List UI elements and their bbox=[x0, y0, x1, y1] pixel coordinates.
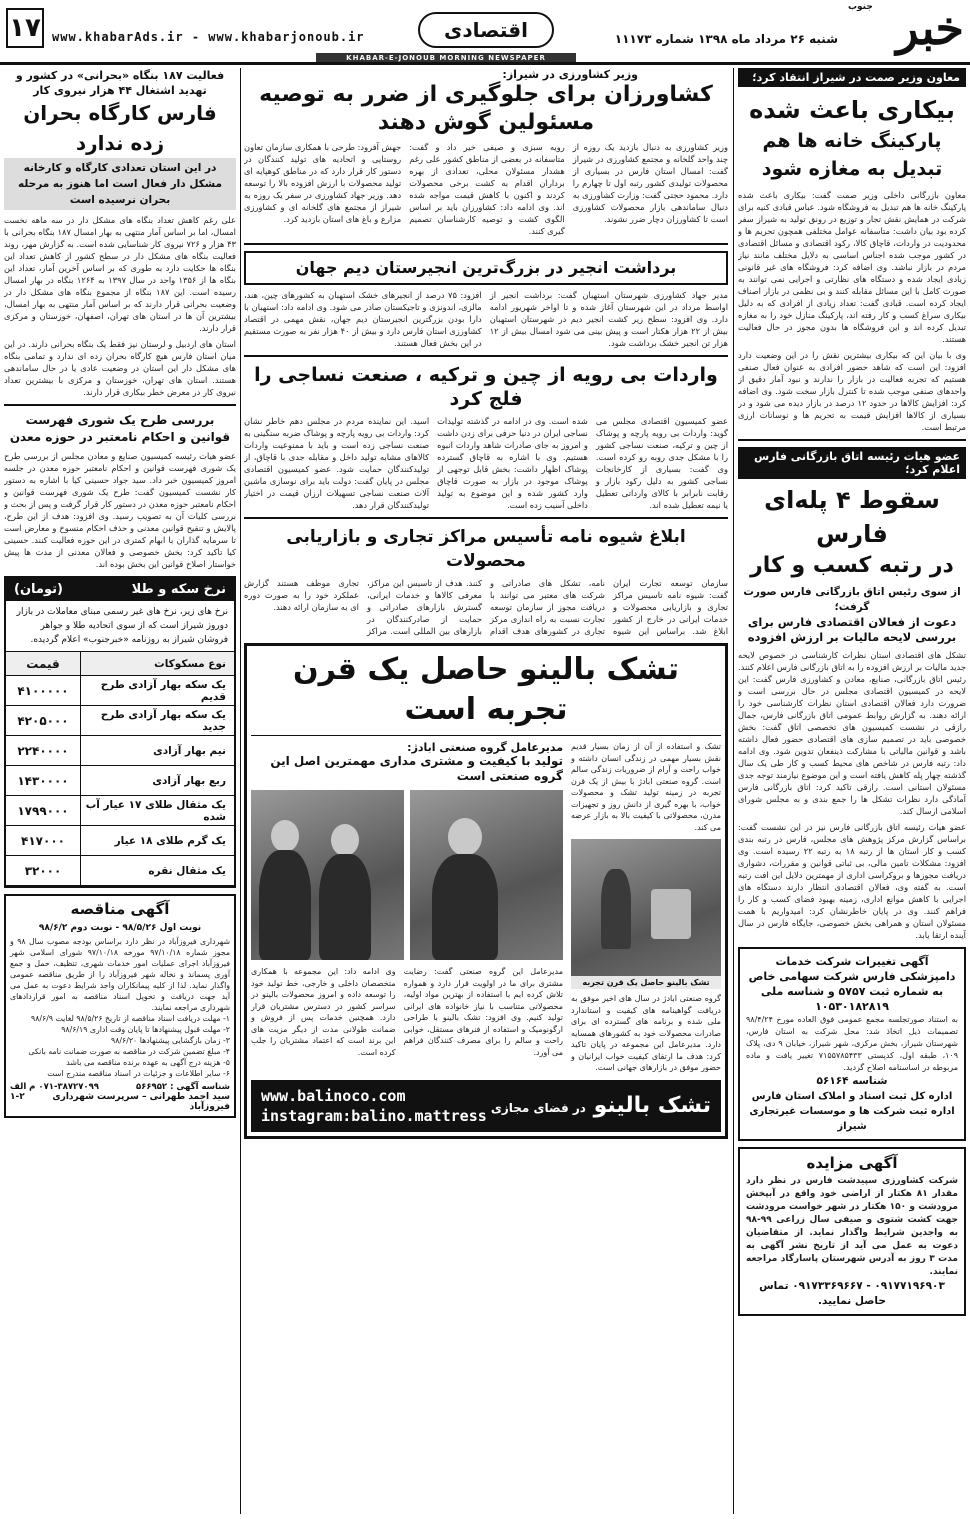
balino-advertorial bbox=[244, 643, 728, 1139]
divider bbox=[244, 243, 728, 245]
logo-subtext: جنوب bbox=[848, 2, 873, 12]
price-row bbox=[6, 736, 234, 766]
ad-brand bbox=[491, 1093, 711, 1118]
article-body: تشکل های اقتصادی استان نظرات کارشناسی در خصوص لایحه جدید مالیات بر ارزش افزوده را به اتاق بازرگانی فارس اعلام کنند. رئیس اتاق بازرگانی، صنایع، معادن و کشاورزی فارس گفت: این لایحه در کمیسیون اقتصادی مجلس در حال بررسی است و ضرورت دارد فعالان اقتصادی استان نظرات کارشناسی خود را ارائه دهند. به گزارش روابط عمومی اتاق بازرگانی فارس، جمال رازقی در نشست کمیسیون های تخصصی اتاق گفت: بخش خصوصی باید در تصمیم سازی های اقتصادی حضور فعال داشته باشد و قوانین مالیاتی با مشارکت ذینفعان تدوین شود. وی ادامه داد: رتبه فارس در شاخص های محیط کسب و کار طی یک سال گذشته چهار پله کاهش یافته است و این موضوع نیازمند توجه جدی مسئولان استانی است. رازقی تاکید کرد: اتاق بازرگانی فارس آمادگی دارد نظرات تشکل ها را جمع بندی و به مجلس شورای اسلامی ارسال کند. bbox=[738, 650, 966, 816]
ad-number: ۱-۲ bbox=[10, 1092, 25, 1102]
article-body: سازمان توسعه تجارت ایران گفت: شیوه نامه تاسیس مراکز تجاری و بازاریابی محصولات و خدمات ایرانی در خارج از کشور ابلاغ شد. براساس این شیوه نامه، تشکل های صادراتی و شرکت های معتبر می توانند با دریافت مجوز از سازمان توسعه تجارت نسبت به راه اندازی مرکز تجاری در کشورهای هدف اقدام کنند. هدف از تاسیس این مراکز، معرفی کالاها و خدمات ایرانی، گسترش بازارهای صادراتی و حمایت از صادرکنندگان در بازارهای بین المللی است. مراکز تجاری موظف هستند گزارش عملکرد خود را به صورت دوره ای به سازمان ارائه دهند. bbox=[244, 578, 728, 636]
gold-price-table bbox=[4, 576, 236, 888]
ad-subheadline: تولید با کیفیت و مشتری مداری مهمترین اصل این گروه صنعتی است bbox=[270, 754, 563, 783]
coin-name: یک سکه بهار آزادی طرح قدیم bbox=[80, 676, 234, 705]
article-headline[interactable]: برداشت انجیر در بزرگ‌ترین انجیرستان دیم جهان bbox=[244, 251, 728, 285]
middle-column bbox=[244, 68, 728, 1514]
ad-text-column bbox=[571, 741, 721, 1074]
brand-name: تشک بالینو bbox=[593, 1093, 711, 1118]
factory-photo bbox=[571, 839, 721, 989]
coin-price: ۲۲۴۰۰۰۰ bbox=[17, 743, 69, 758]
ad-dates: نوبت اول ۹۸/۵/۲۶ - نوبت دوم ۹۸/۶/۲ bbox=[38, 923, 202, 933]
ad-headline[interactable]: تشک بالینو حاصل یک قرن تجربه است bbox=[293, 652, 679, 727]
price-row bbox=[6, 856, 234, 886]
tender-item: ۴- مبلغ تضمین شرکت در مناقصه به صورت ضمانت نامه بانکی bbox=[28, 1047, 230, 1056]
english-strip: KHABAR-E-JONOUB MORNING NEWSPAPER bbox=[316, 53, 576, 63]
article-headline[interactable]: سقوط ۴ پله‌ای فارس bbox=[764, 486, 940, 548]
ad-body: تشک و استفاده از آن از زمان بسیار قدیم نقش بسیار مهمی در زندگی انسان داشته و خواب راحت و آرام از ضروریات زندگی سالم است. گروه صنعتی ابادژ با بیش از یک قرن تجربه در زمینه تولید تشک و محصولات خواب، با بهره گیری از دانش روز و تجهیزات مدرن، محصولاتی با کیفیت بالا به بازار عرضه می کند. bbox=[571, 742, 721, 832]
ad-title: آگهی مزایده bbox=[806, 1154, 898, 1172]
column-header-name: نوع مسکوکات bbox=[80, 652, 234, 675]
ad-title: آگهی مناقصه bbox=[70, 900, 170, 918]
ad-body: مدیرعامل این گروه صنعتی گفت: رضایت مشتری برای ما در اولویت قرار دارد و همواره تلاش کرده ایم با استفاده از بهترین مواد اولیه، محصولاتی متناسب با نیاز خانواده های ایرانی تولید کنیم. وی افزود: تشک بالینو با طراحی ارگونومیک و استفاده از فنرهای مستقل، خوابی راحت و سالم را برای مصرف کنندگان فراهم می آورد. bbox=[403, 967, 563, 1057]
price-table-header bbox=[6, 578, 234, 601]
coin-price: ۴۱۷۰۰۰ bbox=[21, 833, 65, 848]
photo-caption: تشک بالینو حاصل یک قرن تجربه bbox=[571, 976, 721, 989]
article-subhead: دعوت از فعالان اقتصادی فارس برای بررسی لایحه مالیات بر ارزش افزوده bbox=[747, 615, 957, 644]
article-body: وی با بیان این که بیکاری بیشترین نقش را در این وضعیت دارد افزود: این است که شاهد حضور افرادی به عنوان فعال صنفی هستیم که تجربه فعالیت در بازار را ندارند و نبود آمار دقیق از واحدهای صنفی موجب شده تا کنترل بازار سخت شود. وی اضافه کرد: افزایش کالاها در حدود ۱۲ درصد در بازار دیده می شود و در بسیاری از کالاها افزایش قیمت به تحریم ها و نوسانات ارزی مرتبط است. bbox=[738, 350, 966, 432]
divider bbox=[738, 439, 966, 441]
article-headline[interactable]: بررسی طرح یک شوری فهرست قوانین و احکام نامعتبر در حوزه معدن bbox=[9, 413, 231, 444]
article-body: عضو هیات رئیسه کمیسیون صنایع و معادن مجلس از بررسی طرح یک شوری فهرست قوانین و احکام نامعتبر حوزه معدن در جلسه امروز کمیسیون خبر داد. سید جواد حسینی کیا با اشاره به دستور کار نشست کمیسیون گفت: طرح یک شوری فهرست قوانین و احکام نامعتبر حوزه معدن در دستور کار قرار گرفت و پس از بحث و بررسی کلیات آن به تصویب رسید. وی افزود: هدف از این طرح، پالایش و تنقیح قوانین معدنی و حذف احکام منسوخ و معارض است تا سرمایه گذاران با ابهام کمتری در این حوزه فعالیت کنند. حسینی کیا تاکید کرد: بخش خصوصی و فعالان معدنی از مدت ها پیش خواستار اصلاح قوانین این بخش بوده اند. bbox=[4, 451, 236, 569]
ad-photos bbox=[251, 790, 563, 960]
top-rule bbox=[0, 62, 970, 65]
price-row bbox=[6, 826, 234, 856]
right-column bbox=[738, 68, 966, 1514]
ad-signature: سید احمد طهرانی – سرپرست شهرداری فیروزآباد bbox=[52, 1092, 230, 1112]
divider bbox=[244, 355, 728, 357]
article-headline[interactable]: کشاورزان برای جلوگیری از ضرر به توصیه مسئولین گوش دهند bbox=[259, 82, 713, 135]
auction-ad bbox=[738, 1147, 966, 1316]
ad-phone: ۰۷۱-۳۸۷۲۷۰۹۹ م الف bbox=[10, 1082, 99, 1092]
ad-body: شهرداری فیروزآباد در نظر دارد براساس بودجه مصوب سال ۹۸ و مجوز شماره ۹۷/۱۰/۱۸ مورخه ۹۷/۱۰/۱۸ شورای اسلامی شهر فیروزآباد اجرای عملیات امور خدمات شهری، تنظیف، حمل و جمع آوری پسماند و نخاله شهر فیروزآباد را از طریق مناقصه عمومی واگذار نماید. لذا از کلیه پیمانکاران واجد شرایط دعوت به عمل می آید جهت دریافت و تحویل اسناد مناقصه به امور قراردادهای شهرداری مراجعه نمایند. bbox=[10, 937, 230, 1012]
article-columns bbox=[244, 289, 728, 349]
ad-body: وی ادامه داد: این مجموعه با همکاری متخصصان داخلی و خارجی، خط تولید خود را توسعه داده و امروز محصولات بالینو در سراسر کشور در دسترس مشتریان قرار دارد. همچنین خدمات پس از فروش و ضمانت طولانی مدت از دیگر مزیت های این برند است که اعتماد مشتریان را جلب کرده است. bbox=[251, 967, 396, 1057]
article-kicker: عضو هیات رئیسه اتاق بازرگانی فارس اعلام کرد؛ bbox=[738, 447, 966, 479]
article-kicker: وزیر کشاورزی در شیراز: bbox=[502, 68, 638, 81]
ad-title: آگهی تغییرات شرکت خدمات دامپزشکی فارس شرکت سهامی خاص به شماره ثبت ۵۷۵۷ و شناسه ملی ۱۰۵۳۰۱۸۲۸۱۹ bbox=[748, 955, 956, 1013]
article-body: اسید. این نماینده مردم در مجلس دهم خاطر نشان کرد: واردات بی رویه پارچه و پوشاک ضربه سنگینی به صنعت نساجی زده است و باید با ممنوعیت واردات کالاهای مشابه تولید داخل و مقابله جدی با قاچاق، از تولیدکنندگان حمایت شود. عضو کمیسیون اقتصادی مجلس در پایان گفت: دولت باید برای نوسازی ماشین آلات صنعت نساجی تسهیلات ارزان قیمت در اختیار تولیدکنندگان قرار دهد. bbox=[244, 416, 430, 510]
article-body: استان های اردبیل و لرستان نیز فقط یک بنگاه بحرانی دارند. در این میان استان فارس هیچ کارگاه بحران زده ای ندارد و تمامی بنگاه های مشکل دار این استان در وضعیت عادی یا در حال ساماندهی هستند. استان های تهران، خوزستان و مرکزی با بیشترین تعداد نیروی کار در معرض خطر بیکاری قرار دارند. bbox=[4, 339, 236, 397]
article-kicker: فعالیت ۱۸۷ بنگاه «بحرانی» در کشور و تهدید اشتغال ۴۴ هزار نیروی کار bbox=[15, 69, 225, 97]
ad-content bbox=[251, 741, 721, 1074]
price-row bbox=[6, 796, 234, 826]
article-body: معاون بازرگانی داخلی وزیر صمت گفت: بیکاری باعث شده پارکینگ خانه ها هم تبدیل به فروشگاه شود. عباس قبادی کنیه برای شرکت در همایش نقش تجار و توزیع در رونق تولید به شیراز سفر کرده بود بیان داشت: متاسفانه عوامل مختلفی همچون تحریم ها و محدودیت در واردات، قاچاق کالا، رکود اقتصادی و مسائل اقتصادی در کشور موجب شده اجناس اساسی به دلایل مختلف مانند نیاز مردم در بازار نباشد. وی اضافه کرد: فروشگاه های غیر قانونی زیادی ایجاد شده و دستگاه های نظارتی و اجرایی نمی توانند به صورت کامل با این مسائل مقابله کنند و بی نظمی در بازار اصناف ایجاد کرده است. قبادی گفت: تعداد زیادی از افرادی که به دلیل بیکاری سراغ کسب و کار رفته اند، پارکینگ منازل خود را به مغازه تبدیل کرده اند و این فروشگاه ها بدون مجوز در حال فعالیت هستند. bbox=[738, 190, 966, 344]
ad-signature: اداره کل ثبت اسناد و املاک استان فارس اداره ثبت شرکت ها و موسسات غیرتجاری شیراز bbox=[749, 1091, 955, 1132]
coin-name: یک گرم طلای ۱۸ عیار bbox=[80, 826, 234, 855]
ad-sign-row bbox=[10, 1092, 230, 1112]
company-change-ad bbox=[738, 947, 966, 1141]
article-body: افزود: ۷۵ درصد از انجیرهای خشک استهبان به کشورهای چین، هند، مالزی، اندونزی و تاجیکستان صادر می شود. وی ادامه داد: استهبان با دارا بودن بزرگترین انجیرستان دیم جهان، نقش مهمی در اقتصاد کشاورزی استان فارس دارد و بیش از ۴۰ هزار نفر به صورت مستقیم در این بخش فعال هستند. bbox=[244, 290, 482, 348]
person-figure bbox=[259, 850, 311, 960]
website-link[interactable]: www.balinoco.com bbox=[261, 1086, 406, 1105]
coin-price: ۱۴۳۰۰۰۰ bbox=[17, 773, 69, 788]
article-body: علی رغم کاهش تعداد بنگاه های مشکل دار در سه ماهه نخست امسال، اما بر اساس آمار منتهی به بهار امسال ۱۸۷ بنگاه بحرانی با ۴۳ هزار و ۷۲۶ نیروی کار شناسایی شده است. به گزارش مهر، روند فعالیت بنگاه های مشکل دار در سطح کشور از کاهش تعداد این بنگاه ها حکایت دارد به طوری که بر اساس آخرین آمار، تعداد این بنگاه ها از ۱۳۵۶ واحد در سال ۱۳۹۷ به ۱۲۶۴ بنگاه در بهار امسال رسیده است. این ۱۸۷ بنگاه از مجموع بنگاه های مشکل دار در وضعیت بحرانی قرار دارند که بر اساس آمار منتهی به بهار امسال، بیشترین آن ها در استان های تهران، اصفهان، خوزستان و مرکزی قرار دارند. bbox=[4, 215, 236, 333]
ad-links bbox=[261, 1086, 487, 1126]
price-row bbox=[6, 766, 234, 796]
article-body: وزیر کشاورزی به دنبال بازدید یک روزه از چند واحد گلخانه و مجتمع کشاورزی در شیراز گفت: امسال استان فارس در بسیاری از محصولات تولیدی کشور رتبه اول تا چهارم را دارد. محمود حجتی گفت: وزارت کشاورزی به دنبال ساماندهی بازار محصولات کشاورزی است تا کشاورزان دچار ضرر نشوند. bbox=[572, 142, 728, 224]
article-body: رویه سبزی و صیفی خیر داد و گفت: متاسفانه در بعضی از مناطق کشور علی رغم هشدار مسئولان محلی، تعدادی از بهره برداران اقدام به کشت برخی محصولات کردند و اکنون با کاهش قیمت مواجه شده اند. وی ادامه داد: کشاورزان باید بر اساس الگوی کشت و توصیه کارشناسان تصمیم گیری کنند. bbox=[409, 142, 565, 236]
page-number: ۱۷ bbox=[6, 8, 44, 48]
article-headline[interactable]: واردات بی رویه از چین و ترکیه ، صنعت نساجی را فلج کرد bbox=[254, 364, 718, 410]
column-header-price: قیمت bbox=[26, 656, 60, 671]
price-row bbox=[6, 676, 234, 706]
left-column bbox=[4, 68, 236, 1514]
site-url[interactable]: www.khabarAds.ir - www.khabarjonoub.ir bbox=[52, 30, 365, 44]
article-columns bbox=[244, 141, 728, 237]
face bbox=[331, 824, 359, 856]
ad-body: گروه صنعتی ابادژ در سال های اخیر موفق به دریافت گواهینامه های کیفیت و استاندارد ملی شده و برنامه های گسترده ای برای صادرات محصولات خود به کشورهای همسایه دارد. مدیرعامل این مجموعه در پایان تاکید کرد: هدف ما ارتقای کیفیت خواب ایرانیان و حضور موفق در بازارهای جهانی است. bbox=[571, 994, 721, 1072]
coin-price: ۴۱۰۰۰۰۰ bbox=[17, 683, 69, 698]
coin-price: ۱۷۹۹۰۰۰ bbox=[17, 803, 69, 818]
column-divider bbox=[733, 68, 734, 1514]
column-divider bbox=[240, 68, 241, 1514]
article-headline[interactable]: فارس کارگاه بحران زده ندارد bbox=[23, 101, 217, 155]
ad-body: شرکت کشاورزی سپیدشت فارس در نظر دارد مقدار ۸۱ هکتار از اراضی خود واقع در آبپخش مرودشت و ۱۵۰ هکتار در شهر خواست مرودشت جهت کشت شتوی و صیفی سال زراعی ۹۹-۹۸ به واجدین شرایط واگذار نماید. از متقاضیان دعوت به عمل می آید از تاریخ نشر آگهی به مدت ۳ روز به آدرس شهرستان پاسارگاد مراجعه نمایند. bbox=[746, 1176, 959, 1277]
coin-name: یک سکه بهار آزادی طرح جدید bbox=[80, 706, 234, 735]
award-photo bbox=[251, 790, 404, 960]
article-columns bbox=[244, 415, 728, 511]
tender-ad bbox=[4, 894, 236, 1118]
ad-main-column bbox=[251, 741, 563, 1074]
price-note: نرخ های زیر، نرخ های غیر رسمی مبنای معاملات در بازار دوروز شیراز است که از سوی اتحادیه طلا و جواهر فروشان شیراز به روزنامه «خبرجنوب» اعلام گردیده. bbox=[6, 601, 234, 652]
section-tab: اقتصادی bbox=[418, 12, 554, 48]
coin-name: نیم بهار آزادی bbox=[80, 736, 234, 765]
coin-price: ۴۲۰۵۰۰۰ bbox=[17, 713, 69, 728]
coin-name: ربع بهار آزادی bbox=[80, 766, 234, 795]
divider bbox=[244, 517, 728, 519]
issue-date: شنبه ۲۶ مرداد ماه ۱۳۹۸ شماره ۱۱۱۷۳ bbox=[614, 32, 838, 46]
article-headline-2[interactable]: در رتبه کسب و کار bbox=[750, 553, 954, 578]
article-kicker: معاون وزیر صمت در شیراز انتقاد کرد؛ bbox=[738, 68, 966, 87]
article-body: جهش آفرود: طرحی با همکاری سازمان تعاون روستایی و اتحادیه های تولید کنندگان در دستور کار قرار دارد که در مناطق کوهپایه ای تولید محصولات با ارزش افزوده بالا را توسعه دهد. وزیر جهاد کشاورزی در سفر یک روزه به شیراز از مجتمع های گلخانه ای و کشاورزی مزارع و باغ های استان بازدید کرد. bbox=[244, 142, 402, 224]
tender-items bbox=[10, 1013, 230, 1079]
mattress-shape bbox=[651, 889, 691, 939]
article-body: شده است. وی در ادامه در گذشته تولیدات نساجی ایران در دنیا حرفی برای زدن داشت و امروز به جای صادرات شاهد واردات انبوه هستیم. وی با اشاره به قاچاق گسترده پوشاک اظهار داشت: بخش قابل توجهی از پوشاک موجود در بازار به صورت قاچاق وارد کشور شده و این موضوع به تولید داخلی آسیب زده است. bbox=[437, 416, 588, 510]
coin-price: ۳۲۰۰۰ bbox=[24, 863, 62, 878]
price-rows bbox=[6, 676, 234, 886]
article-body: عضو هیات رئیسه اتاق بازرگانی فارس نیز در این نشست گفت: براساس گزارش مرکز پژوهش های مجلس، فارس در رتبه بندی کسب و کار استان ها از رتبه ۱۸ به رتبه ۲۲ رسیده است. وی افزود: مشکلات تامین مالی، بی ثباتی قوانین و مقررات، دشواری دریافت مجوزها و بروکراسی اداری از مهمترین دلایل این افت رتبه است. به گفته وی، فعالان اقتصادی انتظار دارند دستگاه های اجرایی با کاهش موانع اداری، زمینه بهبود فضای کسب و کار را فراهم کنند. وی در پایان خاطرنشان کرد: امیدواریم با همت مسئولان استان و همراهی بخش خصوصی، جایگاه فارس در سال آینده ارتقا یابد. bbox=[738, 822, 966, 940]
ad-footer bbox=[251, 1080, 721, 1132]
article-headline[interactable]: بیکاری باعث شده bbox=[749, 96, 955, 124]
ad-meta bbox=[10, 1082, 230, 1092]
face bbox=[271, 820, 299, 852]
tender-item: ۲- مهلت قبول پیشنهادها تا پایان وقت اداری ۹۸/۶/۱۹ bbox=[61, 1025, 230, 1034]
divider bbox=[251, 735, 721, 736]
ad-code: شناسه ۵۶۱۶۴ bbox=[816, 1075, 888, 1087]
person-figure bbox=[432, 854, 498, 960]
tender-item: ۱- مهلت دریافت اسناد مناقصه از تاریخ ۹۸/۵/۲۶ لغایت ۹۸/۶/۹ bbox=[31, 1014, 230, 1023]
ad-body: به استناد صورتجلسه مجمع عمومی فوق العاده مورخ ۹۸/۴/۲۴ تصمیمات ذیل اتخاذ شد: محل شرکت به استان فارس، شهرستان شیراز، بخش مرکزی، شهر شیراز، خیابان ۹ دی، پلاک ۱۰۹، طبقه اول، کدپستی ۷۱۵۵۷۸۵۴۳۳ تغییر یافت و ماده مربوطه در اساسنامه اصلاح گردید. bbox=[746, 1015, 958, 1072]
masthead bbox=[0, 0, 970, 62]
face bbox=[448, 818, 482, 856]
article-headline[interactable]: ابلاغ شیوه نامه تأسیس مراکز تجاری و بازاریابی محصولات bbox=[286, 527, 686, 571]
instagram-link[interactable]: instagram:balino.mattress bbox=[261, 1106, 487, 1125]
price-column-headers bbox=[6, 652, 234, 676]
article-headline-2[interactable]: پارکینگ خانه ها هم تبدیل به مغازه شود bbox=[761, 130, 943, 180]
coin-name: یک مثقال طلای ۱۷ عیار آب شده bbox=[80, 796, 234, 825]
newspaper-logo bbox=[846, 2, 964, 56]
article-subhead: در این استان تعدادی کارگاه و کارخانه مشکل دار فعال است اما هنوز به مرحله بحران نرسیده است bbox=[4, 158, 236, 210]
price-unit: (تومان) bbox=[14, 582, 63, 597]
tender-item: ۶- سایر اطلاعات و جزئیات در اسناد مناقصه مندرج است bbox=[47, 1069, 230, 1078]
brand-tagline: در فضای مجازی bbox=[490, 1101, 586, 1115]
price-row bbox=[6, 706, 234, 736]
logo-text: خبر bbox=[896, 1, 964, 55]
coin-name: یک مثقال نقره bbox=[80, 856, 234, 885]
divider bbox=[4, 404, 236, 406]
ad-kicker: مدیرعامل گروه صنعتی ابادژ: bbox=[407, 741, 563, 754]
executive-photo bbox=[410, 790, 563, 960]
ad-code: شناسه آگهی : ۵۶۶۹۵۲ bbox=[135, 1082, 230, 1092]
tender-item: ۵- هزینه درج آگهی به عهده برنده مناقصه می باشد bbox=[66, 1058, 230, 1067]
price-title: نرخ سکه و طلا bbox=[131, 582, 226, 597]
ad-phone[interactable]: ۰۹۱۷۷۱۹۶۹۰۳ - ۰۹۱۷۳۳۶۹۶۶۷ تماس حاصل نمایید. bbox=[759, 1280, 945, 1307]
person-figure bbox=[319, 854, 371, 960]
person-figure bbox=[601, 869, 631, 949]
article-body: مدیر جهاد کشاورزی شهرستان استهبان گفت: برداشت انجیر از اواسط مرداد در این شهرستان آغاز شده و تا اواخر شهریور ادامه دارد. وی افزود: سطح زیر کشت انجیر دیم در شهرستان استهبان بیش از ۲۲ هزار هکتار است و پیش بینی می شود امسال بیش از ۱۲ هزار تن انجیر خشک برداشت شود. bbox=[489, 290, 728, 348]
ad-text-columns bbox=[251, 966, 563, 1058]
tender-item: ۳- زمان بازگشایی پیشنهادها ۹۸/۶/۲۰ bbox=[111, 1036, 230, 1045]
article-subhead: از سوی رئیس اتاق بازرگانی فارس صورت گرفت؛ bbox=[743, 586, 961, 613]
article-body: عضو کمیسیون اقتصادی مجلس می گوید: واردات بی رویه پارچه و پوشاک از چین و ترکیه، صنعت نساجی کشور را با مشکل جدی روبه رو کرده است. وی گفت: بسیاری از کارخانجات نساجی کشور به دلیل رکود بازار و رقابت نابرابر با کالای وارداتی تعطیل یا نیمه تعطیل شده اند. bbox=[595, 416, 728, 510]
